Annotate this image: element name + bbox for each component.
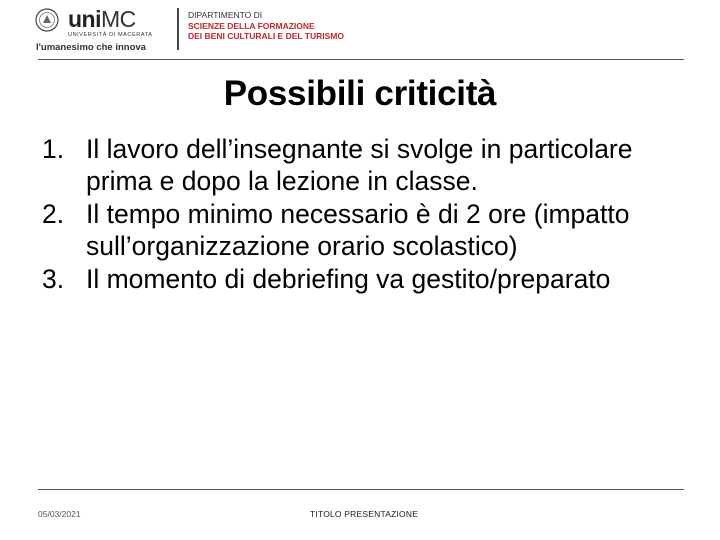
list-item-number: 1. <box>42 134 65 164</box>
list-item-text: Il tempo minimo necessario è di 2 ore (impatto sull’organizzazione orario scolastico) <box>86 198 630 262</box>
list-item-number: 2. <box>42 198 65 229</box>
list-item <box>38 133 678 198</box>
department-line-3: DEI BENI CULTURALI E DEL TURISMO <box>188 31 344 41</box>
list-item-text: Il lavoro dell’insegnante si svolge in particolare prima e dopo la lezione in classe. <box>86 134 633 197</box>
slide-title: Possibili criticità <box>223 74 497 113</box>
university-name: UNIVERSITÀ DI MACERATA <box>68 32 153 38</box>
department-name <box>188 10 344 42</box>
unimc-logo <box>30 6 170 52</box>
footer-date: 05/03/2021 <box>38 509 81 519</box>
department-line-2: SCIENZE DELLA FORMAZIONE <box>188 20 315 31</box>
list-item <box>38 198 678 263</box>
list-item-number: 3. <box>42 263 65 294</box>
header-divider <box>177 8 179 50</box>
list-item <box>38 263 678 295</box>
department-line-1: DIPARTIMENTO DI <box>188 10 263 20</box>
logo-wordmark: uniMC <box>68 6 136 32</box>
header-rule <box>38 59 684 60</box>
list-item-text: Il momento di debriefing va gestito/preparato <box>86 263 611 294</box>
university-seal-icon <box>35 8 59 32</box>
footer-rule <box>38 489 684 490</box>
footer-presentation-title: TITOLO PRESENTAZIONE <box>310 509 419 519</box>
criticality-list <box>38 133 678 295</box>
logo-tagline: l'umanesimo che innova <box>36 42 146 53</box>
